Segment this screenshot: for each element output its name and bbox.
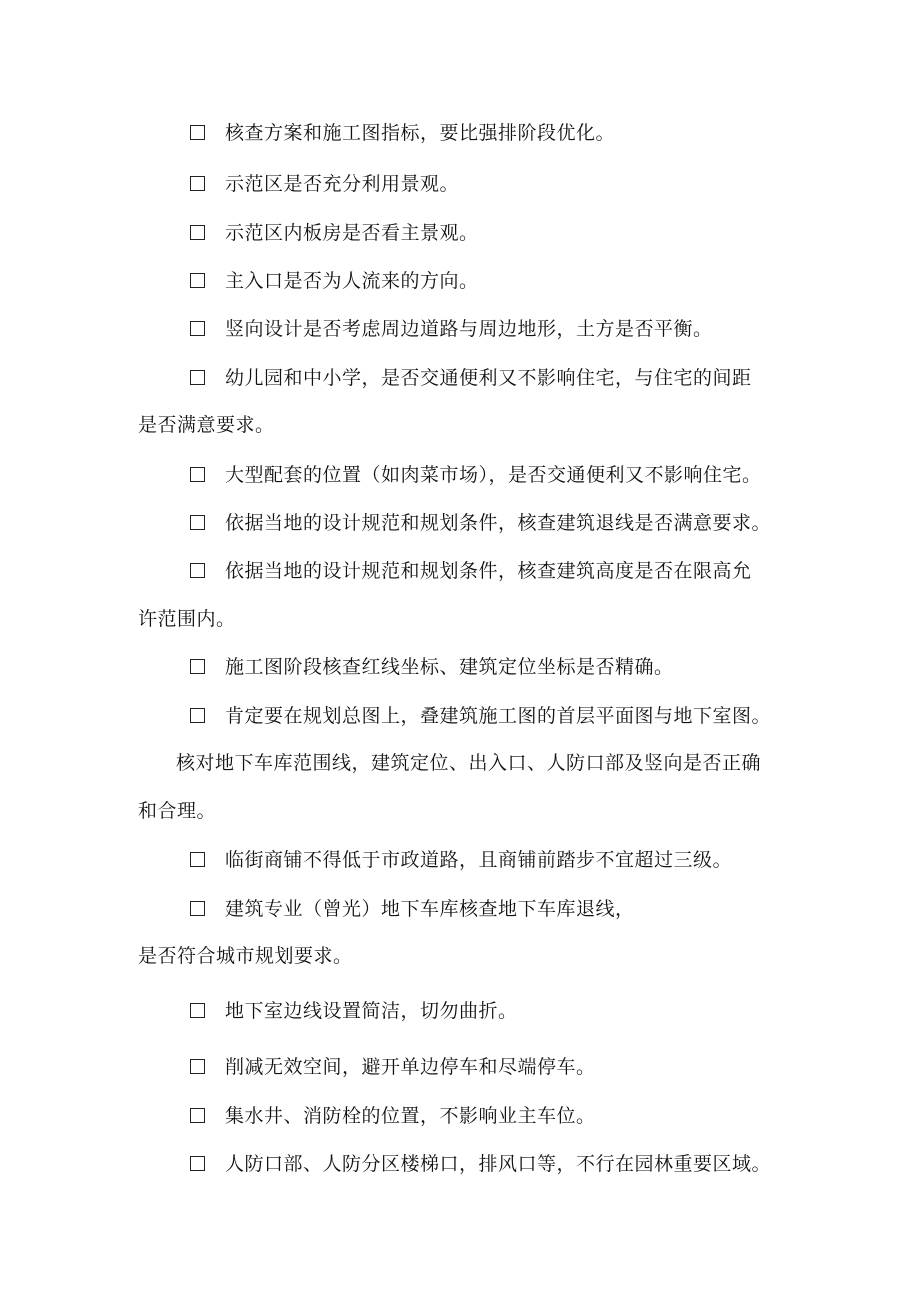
item-text: 示范区内板房是否看主景观。 (225, 222, 479, 244)
checkbox-icon[interactable] (190, 1156, 205, 1171)
checkbox-icon[interactable] (190, 563, 205, 578)
item-text: 人防口部、人防分区楼梯口，排风口等，不行在园林重要区域。 (225, 1153, 772, 1175)
item-text: 肯定要在规划总图上，叠建筑施工图的首层平面图与地下室图。 (225, 705, 772, 727)
checklist-item (190, 1103, 596, 1129)
checklist-item (190, 171, 459, 197)
checkbox-icon[interactable] (190, 1003, 205, 1018)
checkbox-icon[interactable] (190, 225, 205, 240)
item-text: 施工图阶段核查红线坐标、建筑定位坐标是否精确。 (225, 656, 674, 678)
checklist-item (190, 462, 762, 488)
checkbox-icon[interactable] (190, 901, 205, 916)
checklist-item (190, 268, 479, 294)
item-text: 集水井、消防栓的位置，不影响业主车位。 (225, 1105, 596, 1127)
checklist-item (190, 896, 635, 922)
checklist-item (190, 220, 479, 246)
item-text: 核查方案和施工图指标，要比强排阶段优化。 (225, 122, 616, 144)
item-text: 大型配套的位置（如肉菜市场），是否交通便利又不影响住宅。 (225, 464, 762, 486)
checkbox-icon[interactable] (190, 273, 205, 288)
item-text: 地下室边线设置简洁，切勿曲折。 (225, 1000, 518, 1022)
item-continuation: 是否符合城市规划要求。 (138, 945, 353, 967)
item-text: 建筑专业（曾光）地下车库核查地下车库退线， (225, 898, 635, 920)
item-continuation: 是否满意要求。 (138, 414, 275, 436)
item-text: 依据当地的设计规范和规划条件，核查建筑退线是否满意要求。 (225, 512, 772, 534)
checklist-item (190, 558, 752, 584)
checkbox-icon[interactable] (190, 176, 205, 191)
paragraph-line: 核对地下车库范围线，建筑定位、出入口、人防口部及竖向是否正确 (176, 752, 762, 774)
item-continuation: 和合理。 (138, 800, 217, 822)
item-text: 竖向设计是否考虑周边道路与周边地形，土方是否平衡。 (225, 318, 713, 340)
item-continuation: 许范围内。 (138, 608, 236, 630)
checklist-item (190, 847, 732, 873)
checklist-item (190, 703, 771, 729)
checkbox-icon[interactable] (190, 370, 205, 385)
checklist-item (190, 654, 674, 680)
item-text: 临街商铺不得低于市政道路，且商铺前踏步不宜超过三级。 (225, 849, 733, 871)
checklist-item (190, 365, 752, 391)
checklist-item (190, 120, 615, 146)
checkbox-icon[interactable] (190, 125, 205, 140)
checklist-item (190, 1151, 771, 1177)
checklist-item (190, 316, 713, 342)
checklist-item (190, 998, 518, 1024)
checkbox-icon[interactable] (190, 659, 205, 674)
checkbox-icon[interactable] (190, 515, 205, 530)
checkbox-icon[interactable] (190, 1059, 205, 1074)
item-text: 削减无效空间，避开单边停车和尽端停车。 (225, 1056, 596, 1078)
checkbox-icon[interactable] (190, 467, 205, 482)
checkbox-icon[interactable] (190, 1108, 205, 1123)
checklist-item (190, 1054, 596, 1080)
checkbox-icon[interactable] (190, 852, 205, 867)
item-text: 幼儿园和中小学，是否交通便利又不影响住宅，与住宅的间距 (225, 367, 752, 389)
checkbox-icon[interactable] (190, 321, 205, 336)
checklist-item (190, 510, 771, 536)
checkbox-icon[interactable] (190, 708, 205, 723)
item-text: 主入口是否为人流来的方向。 (225, 270, 479, 292)
item-text: 依据当地的设计规范和规划条件，核查建筑高度是否在限高允 (225, 560, 752, 582)
item-text: 示范区是否充分利用景观。 (225, 173, 460, 195)
